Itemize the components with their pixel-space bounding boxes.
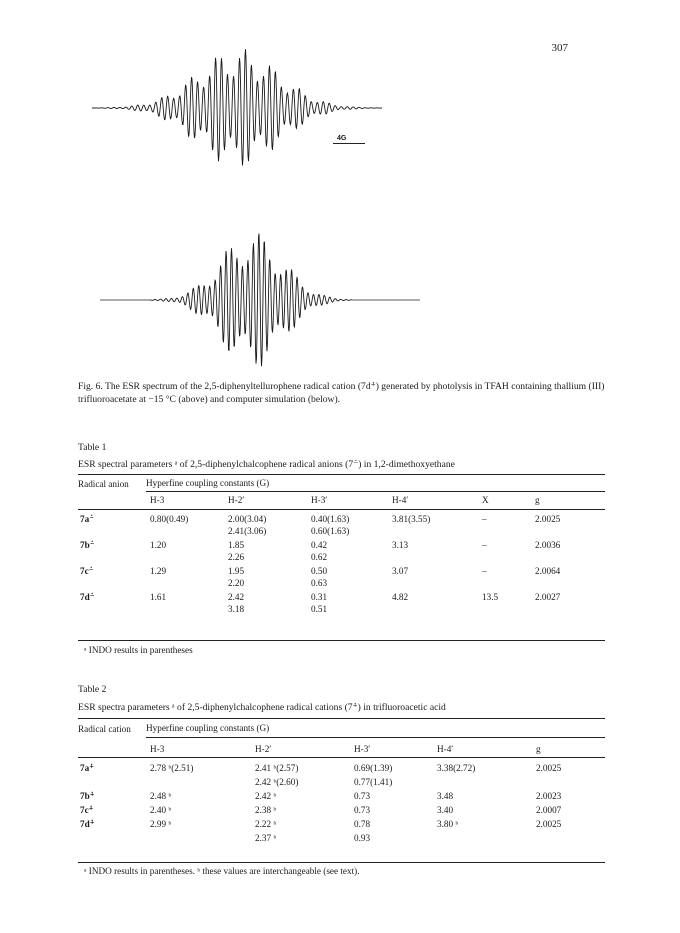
table1-cell: – — [482, 514, 487, 524]
table2-cell: 0.73 — [354, 791, 371, 801]
table2-cell: 2.99 ᵇ — [150, 819, 172, 829]
table1-cell: 2.41(3.06) — [228, 526, 267, 536]
table1-cell: 0.40(1.63) — [311, 514, 350, 524]
table1-cell: 1.95 — [228, 566, 245, 576]
table1-cell: 3.07 — [392, 566, 409, 576]
table1-cell: 1.85 — [228, 540, 245, 550]
table1-cell: 0.62 — [311, 552, 328, 562]
table1-cell: 0.42 — [311, 540, 328, 550]
table1-cell: – — [482, 540, 487, 550]
table2-cell: 3.38(2.72) — [437, 763, 476, 773]
esr-spectrum-experimental — [0, 38, 680, 168]
table1-cell: 2.20 — [228, 578, 245, 588]
table2-row-header: Radical cation — [78, 724, 131, 734]
table1-cell: 13.5 — [482, 592, 499, 602]
scale-bar-line — [333, 143, 365, 144]
table2-cell: 2.37 ᵇ — [255, 833, 277, 843]
table1-bottom-rule — [78, 640, 605, 641]
table2-col-header: H-2′ — [255, 744, 272, 754]
table1-col-header: g — [535, 495, 540, 505]
table2-cell: 0.77(1.41) — [354, 777, 393, 787]
table1-label: Table 1 — [78, 442, 107, 453]
table2-cell: 2.42 ᵇ — [255, 791, 277, 801]
table1-cell: 2.0064 — [535, 566, 561, 576]
table2-cell: 2.78 ᵇ(2.51) — [150, 763, 194, 773]
table2-cell: 2.0023 — [536, 791, 562, 801]
spectrum-trace — [150, 234, 352, 367]
scale-bar-label: 4G — [337, 135, 347, 142]
table1-col-header: H-2′ — [228, 495, 245, 505]
table2-cell: 2.38 ᵇ — [255, 805, 277, 815]
table2-header-rule — [78, 757, 605, 758]
table1-cell: 3.81(3.55) — [392, 514, 431, 524]
table1-cell: 1.20 — [150, 540, 167, 550]
table1-cell: 2.00(3.04) — [228, 514, 267, 524]
table2-cell: 3.40 — [437, 805, 454, 815]
table2-col-header: H-4′ — [437, 744, 454, 754]
table1-cell: 0.60(1.63) — [311, 526, 350, 536]
table2-radical-label: 7b⁺̇ — [80, 791, 95, 801]
table1-cell: 2.26 — [228, 552, 245, 562]
table2-cell: 2.22 ᵇ — [255, 819, 277, 829]
table1-radical-label: 7a⁻̇ — [80, 514, 95, 524]
table1-cell: 0.51 — [311, 604, 328, 614]
table1-col-header: H-3′ — [311, 495, 328, 505]
table2-cell: 0.69(1.39) — [354, 763, 393, 773]
table2-cell: 2.40 ᵇ — [150, 805, 172, 815]
table1-cell: 0.50 — [311, 566, 328, 576]
table1-radical-label: 7c⁻̇ — [80, 566, 94, 576]
table1-cell: 0.31 — [311, 592, 328, 602]
table2-group-header: Hyperfine coupling constants (G) — [146, 723, 270, 733]
table2-cell: 0.73 — [354, 805, 371, 815]
table1-group-header: Hyperfine coupling constants (G) — [146, 478, 270, 488]
table1-cell: 0.80(0.49) — [150, 514, 189, 524]
table1-cell: 2.0036 — [535, 540, 561, 550]
table2-cell: 0.93 — [354, 833, 371, 843]
table2-cell: 2.42 ᵇ(2.60) — [255, 777, 299, 787]
table2-bottom-rule — [78, 862, 605, 863]
table2-cell: 2.0025 — [536, 819, 562, 829]
table1-header-rule — [78, 509, 605, 510]
spectrum-trace — [92, 49, 382, 165]
table1-radical-label: 7b⁻̇ — [80, 540, 95, 550]
table1-col-header: H-4′ — [392, 495, 409, 505]
table2-cell: 0.78 — [354, 819, 371, 829]
table2-radical-label: 7a⁺̇ — [80, 763, 95, 773]
table1-cell: 3.13 — [392, 540, 409, 550]
table1-cell: – — [482, 566, 487, 576]
table2-footnote: ᵃ INDO results in parentheses. ᵇ these values are interchangeable (see text). — [84, 866, 360, 876]
table2-radical-label: 7c⁺̇ — [80, 805, 94, 815]
table1-cell: 4.82 — [392, 592, 409, 602]
table1-cell: 1.29 — [150, 566, 167, 576]
table1-cell: 2.0027 — [535, 592, 561, 602]
table1-col-header: H-3 — [150, 495, 165, 505]
table2-cell: 3.80 ᵇ — [437, 819, 459, 829]
table1-group-rule — [146, 491, 605, 492]
table2-label: Table 2 — [78, 684, 107, 695]
esr-spectrum-simulated — [0, 225, 680, 380]
table1-cell: 1.61 — [150, 592, 167, 602]
table2-cell: 2.48 ᵇ — [150, 791, 172, 801]
table1-cell: 3.18 — [228, 604, 245, 614]
page-number: 307 — [551, 42, 568, 54]
table2-cell: 2.0025 — [536, 763, 562, 773]
table2-cell: 3.48 — [437, 791, 454, 801]
table2-col-header: H-3′ — [354, 744, 371, 754]
table1-cell: 2.42 — [228, 592, 245, 602]
table2-cell: 2.41 ᵇ(2.57) — [255, 763, 299, 773]
table1-footnote: ᵃ INDO results in parentheses — [84, 645, 193, 655]
table1-top-rule — [78, 474, 605, 475]
table2-radical-label: 7d⁺̇ — [80, 819, 95, 829]
table1-col-header: X — [482, 495, 489, 505]
table2-col-header: H-3 — [150, 744, 165, 754]
table1-cell: 0.63 — [311, 578, 328, 588]
table1-radical-label: 7d⁻̇ — [80, 592, 95, 602]
table2-cell: 2.0007 — [536, 805, 562, 815]
table2-top-rule — [78, 718, 605, 719]
scale-bar — [337, 135, 365, 144]
figure-caption: Fig. 6. The ESR spectrum of the 2,5-diphenyltellurophene radical cation (7d⁺̇) generated by photolysis in TFAH containing thallium (III) trifluoroacetate at −15 °C (above) and computer simulation (below). — [78, 381, 605, 405]
table2-col-header: g — [536, 744, 541, 754]
table1-cell: 2.0025 — [535, 514, 561, 524]
table1-row-header: Radical anion — [78, 479, 129, 489]
table2-title: ESR spectra parameters ᵃ of 2,5-diphenylchalcophene radical cations (7⁺̇) in trifluoroacetic acid — [78, 702, 446, 713]
table1-title: ESR spectral parameters ᵃ of 2,5-diphenylchalcophene radical anions (7⁻̇) in 1,2-dimethoxyethane — [78, 459, 455, 470]
table2-group-rule — [146, 737, 605, 738]
